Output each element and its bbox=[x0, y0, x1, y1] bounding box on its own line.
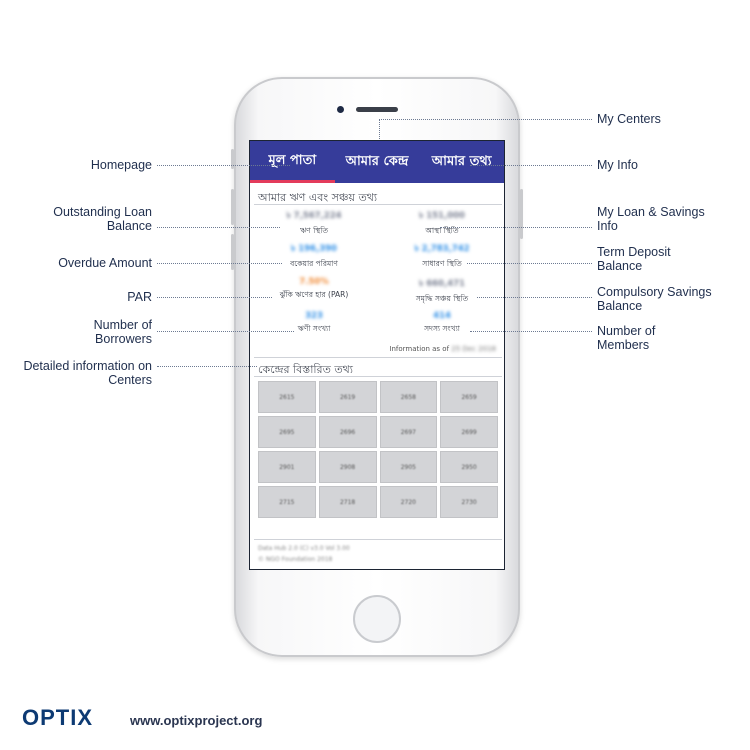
stat-value: 414 bbox=[433, 311, 451, 321]
leader-line bbox=[470, 165, 592, 166]
center-button[interactable]: 2697 bbox=[380, 416, 438, 448]
stat-label: ঋণী সংখ্যা bbox=[297, 324, 331, 333]
stat-label: ঝুঁকি ঋণের হার (PAR) bbox=[279, 290, 349, 299]
earpiece-speaker bbox=[356, 107, 398, 112]
stat-label: সমৃদ্ধি সঞ্চয় স্থিতি bbox=[415, 294, 469, 303]
annotation-term-deposit-balance: Term Deposit Balance bbox=[597, 245, 671, 273]
tab-my-info[interactable]: আমার তথ্য bbox=[431, 154, 492, 169]
leader-line bbox=[440, 227, 592, 228]
volume-down-button bbox=[231, 234, 234, 270]
stat-label: সদস্য সংখ্যা bbox=[424, 324, 460, 333]
stat-label: বকেয়ার পরিমাণ bbox=[290, 259, 338, 268]
tab-homepage[interactable]: মূল পাতা bbox=[250, 141, 335, 183]
app-screen bbox=[249, 140, 505, 570]
center-button[interactable]: 2699 bbox=[440, 416, 498, 448]
annotation-compulsory-savings-balance: Compulsory Savings Balance bbox=[597, 285, 712, 313]
center-button[interactable]: 2715 bbox=[258, 486, 316, 518]
center-button[interactable]: 2908 bbox=[319, 451, 377, 483]
leader-line bbox=[467, 263, 592, 264]
center-button[interactable]: 2619 bbox=[319, 381, 377, 413]
stat-value: ৳ 660,471 bbox=[419, 279, 465, 289]
annotation-homepage: Homepage bbox=[90, 158, 152, 172]
top-nav-bar bbox=[250, 141, 504, 183]
footer-copyright: © NGO Foundation 2018 bbox=[258, 556, 333, 563]
leader-line bbox=[157, 227, 280, 228]
leader-line bbox=[470, 331, 592, 332]
leader-line bbox=[379, 119, 380, 139]
volume-up-button bbox=[231, 189, 234, 225]
annotation-my-info: My Info bbox=[597, 158, 638, 172]
loan-savings-section-title: আমার ঋণ এবং সঞ্চয় তথ্য bbox=[258, 191, 378, 204]
section-divider bbox=[254, 357, 502, 358]
annotation-par: PAR bbox=[127, 290, 152, 304]
stat-my-loan-savings bbox=[382, 209, 502, 238]
stat-members bbox=[382, 311, 502, 336]
stat-label: সাধারণ স্থিতি bbox=[422, 259, 462, 268]
leader-line bbox=[157, 263, 282, 264]
tab-my-centers[interactable]: আমার কেন্দ্র bbox=[345, 154, 409, 169]
stat-compulsory-savings bbox=[382, 277, 502, 306]
stat-borrowers bbox=[254, 311, 374, 336]
centers-section-title: কেন্দ্রের বিস্তারিত তথ্য bbox=[258, 363, 353, 376]
annotation-my-loan-savings-info: My Loan & Savings Info bbox=[597, 205, 705, 233]
section-divider bbox=[254, 204, 502, 205]
leader-line bbox=[157, 366, 257, 367]
stat-value: ৳ 7,567,224 bbox=[286, 211, 342, 221]
footer-version: Data Hub 2.0 (C) v3.0 Vol 3.00 bbox=[258, 545, 350, 552]
center-button[interactable]: 2950 bbox=[440, 451, 498, 483]
leader-line bbox=[157, 297, 272, 298]
leader-line bbox=[477, 297, 592, 298]
annotation-number-of-borrowers: Number of Borrowers bbox=[93, 318, 152, 346]
stat-value: 323 bbox=[305, 311, 323, 321]
stat-label: ঋণ স্থিতি bbox=[299, 226, 328, 235]
center-button[interactable]: 2901 bbox=[258, 451, 316, 483]
info-as-of-date: 25 Dec 2018 bbox=[451, 345, 496, 353]
stat-outstanding-loan bbox=[254, 209, 374, 238]
stat-par bbox=[254, 277, 374, 302]
footer-divider bbox=[254, 539, 502, 540]
leader-line bbox=[379, 119, 592, 120]
annotation-detailed-information-on-centers: Detailed information on Centers bbox=[23, 359, 152, 387]
info-as-of bbox=[389, 345, 496, 353]
stat-value: ৳ 196,390 bbox=[291, 244, 337, 254]
annotation-number-of-members: Number of Members bbox=[597, 324, 656, 352]
website-url[interactable]: www.optixproject.org bbox=[130, 713, 263, 728]
stat-value: ৳ 2,783,742 bbox=[414, 244, 470, 254]
center-button[interactable]: 2659 bbox=[440, 381, 498, 413]
stat-overdue-amount bbox=[254, 242, 374, 271]
section-divider bbox=[254, 376, 502, 377]
leader-line bbox=[157, 165, 290, 166]
annotation-my-centers: My Centers bbox=[597, 112, 661, 126]
leader-line bbox=[157, 331, 294, 332]
center-button[interactable]: 2615 bbox=[258, 381, 316, 413]
center-button[interactable]: 2696 bbox=[319, 416, 377, 448]
home-button[interactable] bbox=[353, 595, 401, 643]
stat-value: ৳ 151,000 bbox=[419, 211, 465, 221]
power-button bbox=[520, 189, 523, 239]
stat-value: 7.50% bbox=[299, 277, 329, 287]
stat-label: আস্থা স্থিতি bbox=[425, 226, 459, 235]
annotation-overdue-amount: Overdue Amount bbox=[58, 256, 152, 270]
annotation-outstanding-loan-balance: Outstanding Loan Balance bbox=[53, 205, 152, 233]
optix-logo: OPTIX bbox=[22, 705, 94, 730]
mute-switch bbox=[231, 149, 234, 169]
front-camera bbox=[337, 106, 344, 113]
center-button[interactable]: 2730 bbox=[440, 486, 498, 518]
center-button[interactable]: 2658 bbox=[380, 381, 438, 413]
stat-term-deposit bbox=[382, 242, 502, 271]
center-button[interactable]: 2695 bbox=[258, 416, 316, 448]
center-button[interactable]: 2905 bbox=[380, 451, 438, 483]
center-button[interactable]: 2718 bbox=[319, 486, 377, 518]
center-button[interactable]: 2720 bbox=[380, 486, 438, 518]
info-as-of-label: Information as of bbox=[389, 345, 450, 353]
centers-grid bbox=[258, 381, 498, 518]
